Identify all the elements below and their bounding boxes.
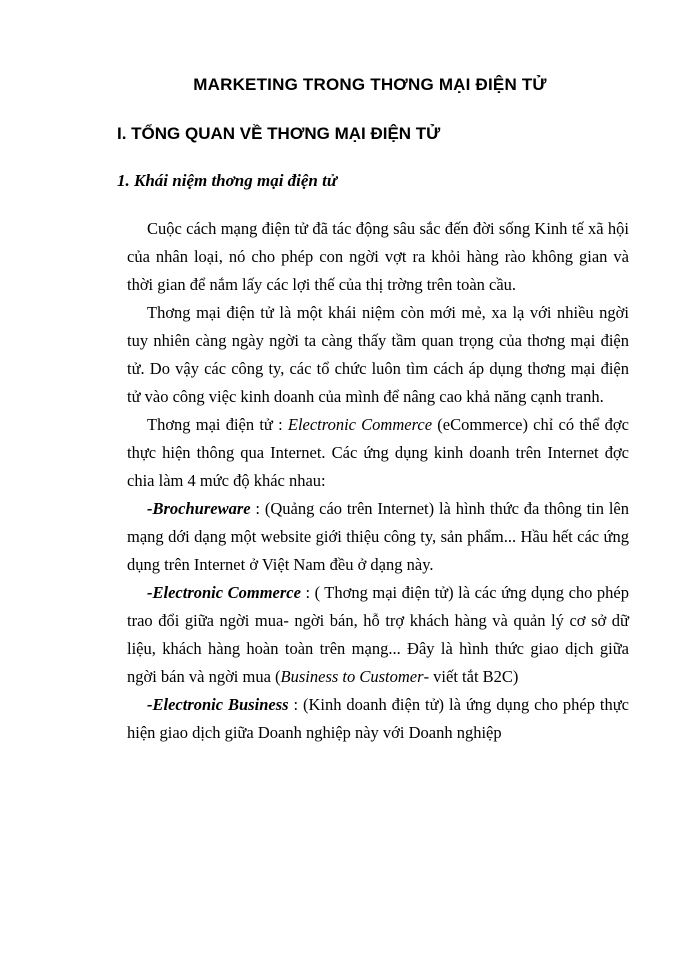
- bullet-electronic-commerce-term: -Electronic Commerce: [147, 583, 301, 602]
- bullet-electronic-commerce-b2c: Business to Customer: [280, 667, 424, 686]
- bullet-brochureware: [127, 495, 629, 579]
- bullet-electronic-business-text: : (Kinh doanh điện tử) là ứng dụng cho phép thực hiện giao dịch giữa Doanh nghiệp này với Doanh nghiệp: [127, 695, 629, 742]
- paragraph-1: Cuộc cách mạng điện tử đã tác động sâu sắc đến đời sống Kinh tế xã hội của nhân loại, nó cho phép con ngời vợt ra khỏi hàng rào không gian và thời gian để nắm lấy các lợi thế của thị trờng trên toàn cầu.: [127, 219, 629, 294]
- bullet-brochureware-term: -Brochureware: [147, 499, 251, 518]
- paragraph-2: Thơng mại điện tử là một khái niệm còn mới mẻ, xa lạ với nhiều ngời tuy nhiên càng ngày ngời ta càng thấy tầm quan trọng của thơng mại điện tử. Do vậy các công ty, các tổ chức luôn tìm cách áp dụng thơng mại điện tử vào công việc kinh doanh của mình để nâng cao khả năng cạnh tranh.: [127, 303, 629, 406]
- paragraph-3-rest: (eCommerce) chỉ có thể đợc thực hiện thông qua Internet. Các ứng dụng kinh doanh trên Internet đợc chia làm 4 mức độ khác nhau:: [127, 415, 629, 490]
- paragraph-3-lead: Thơng mại điện tử :: [147, 415, 288, 434]
- bullet-electronic-commerce-text: : ( Thơng mại điện tử) là các ứng dụng cho phép trao đổi giữa ngời mua- ngời bán, hỗ trợ khách hàng và quản lý cơ sở dữ liệu, khách hàng hoàn toàn trên mạng... Đây là hình thức giao dịch giữa ngời bán và ngời mua (: [127, 583, 629, 686]
- paragraph-3-term: Electronic Commerce: [287, 415, 433, 434]
- document-title: MARKETING TRONG THƠNG MẠI ĐIỆN TỬ: [193, 75, 547, 94]
- bullet-electronic-commerce-tail: - viết tắt B2C): [423, 667, 519, 686]
- section-heading: I. TỔNG QUAN VỀ THƠNG MẠI ĐIỆN TỬ: [117, 124, 441, 143]
- subsection-heading: 1. Khái niệm thơng mại điện tử: [117, 171, 338, 190]
- bullet-electronic-business-term: -Electronic Business: [147, 695, 289, 714]
- paragraph-3: [127, 411, 629, 495]
- bullet-electronic-business: [127, 691, 629, 747]
- bullet-brochureware-text: : (Quảng cáo trên Internet) là hình thức đa thông tin lên mạng dới dạng một website giới thiệu công ty, sản phẩm... Hầu hết các ứng dụng trên Internet ở Việt Nam đều ở dạng này.: [127, 499, 629, 574]
- body-text: [127, 215, 629, 747]
- bullet-electronic-commerce: [127, 579, 629, 691]
